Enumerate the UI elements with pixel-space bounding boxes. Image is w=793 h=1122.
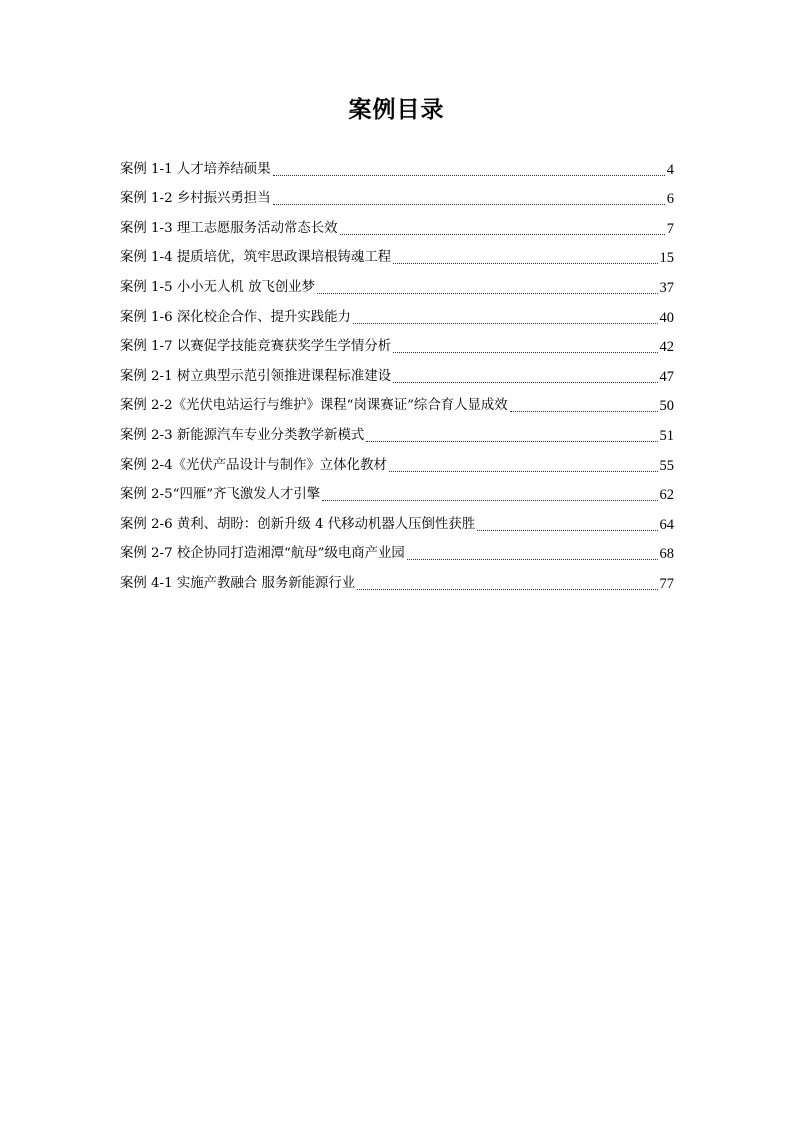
toc-entry-page-number: 62 [659,487,674,504]
toc-entry[interactable] [120,416,674,446]
toc-entry-page-number: 37 [659,279,674,296]
dot-leader [317,283,657,294]
toc-entry-label: 案例 1-3 理工志愿服务活动常态长效 [120,220,338,236]
dot-leader [357,579,657,590]
toc-entry[interactable] [120,476,674,506]
dot-leader [273,165,665,176]
toc-entry-page-number: 68 [659,546,674,563]
toc-entry[interactable] [120,239,674,269]
toc-entry-label: 案例 1-4 提质培优，筑牢思政课培根铸魂工程 [120,250,392,266]
toc-entry-label: 案例 1-5 小小无人机 放飞创业梦 [120,279,316,295]
toc-entry-label: 案例 2-1 树立典型示范引领推进课程标准建设 [120,368,392,384]
dot-leader [340,224,665,235]
toc-entry-label: 案例 2-6 黄利、胡盼：创新升级 4 代移动机器人压倒性获胜 [120,516,476,532]
toc-entry-page-number: 6 [666,191,674,208]
table-of-contents [120,150,674,594]
toc-entry-page-number: 47 [659,368,674,385]
toc-entry-label: 案例 4-1 实施产教融合 服务新能源行业 [120,575,356,591]
toc-entry-label: 案例 1-6 深化校企合作、提升实践能力 [120,309,351,325]
toc-entry-page-number: 51 [659,427,674,444]
toc-entry-page-number: 15 [659,250,674,267]
dot-leader [322,490,657,501]
toc-entry-page-number: 4 [666,161,674,178]
dot-leader [510,401,658,412]
dot-leader [366,431,657,442]
toc-entry-label: 案例 2-4《光伏产品设计与制作》立体化教材 [120,457,387,473]
toc-entry-label: 案例 1-7 以赛促学技能竞赛获奖学生学情分析 [120,339,392,355]
dot-leader [393,342,657,353]
toc-entry-page-number: 64 [659,516,674,533]
toc-entry-label: 案例 2-2《光伏电站运行与维护》课程“岗课赛证”综合育人显成效 [120,398,508,414]
toc-entry-label: 案例 1-2 乡村振兴勇担当 [120,191,271,207]
toc-entry[interactable] [120,150,674,180]
toc-entry[interactable] [120,446,674,476]
toc-entry-label: 案例 2-7 校企协同打造湘潭“航母”级电商产业园 [120,546,405,562]
toc-entry-label: 案例 2-5“四雁”齐飞激发人才引擎 [120,487,321,503]
toc-entry-page-number: 55 [659,457,674,474]
toc-entry-label: 案例 2-3 新能源汽车专业分类教学新模式 [120,427,365,443]
dot-leader [353,313,658,324]
dot-leader [477,520,657,531]
toc-entry[interactable] [120,180,674,210]
page-title: 案例目录 [348,97,445,123]
toc-entry-page-number: 7 [666,220,674,237]
dot-leader [393,372,657,383]
toc-entry[interactable] [120,535,674,565]
toc-entry[interactable] [120,298,674,328]
toc-entry-page-number: 77 [659,575,674,592]
toc-entry[interactable] [120,328,674,358]
dot-leader [407,549,658,560]
toc-entry-page-number: 42 [659,339,674,356]
toc-entry[interactable] [120,209,674,239]
toc-entry[interactable] [120,357,674,387]
toc-entry-label: 案例 1-1 人才培养结硕果 [120,161,271,177]
dot-leader [273,194,665,205]
toc-entry[interactable] [120,564,674,594]
toc-entry[interactable] [120,505,674,535]
dot-leader [393,253,657,264]
toc-entry[interactable] [120,268,674,298]
toc-entry-page-number: 40 [659,309,674,326]
dot-leader [389,461,658,472]
toc-entry-page-number: 50 [659,398,674,415]
toc-entry[interactable] [120,387,674,417]
